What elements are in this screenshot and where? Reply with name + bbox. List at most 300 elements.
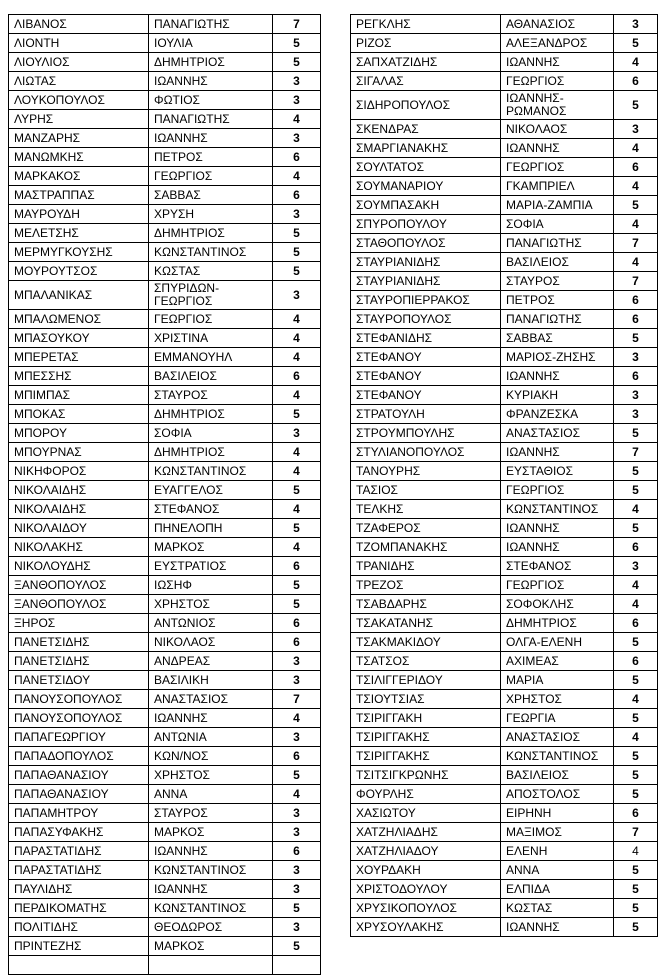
table-row [9, 766, 321, 785]
firstname-cell: ΑΧΙΜΕΑΣ [501, 652, 614, 671]
firstname-cell: ΔΗΜΗΤΡΙΟΣ [149, 224, 273, 243]
count-cell: 6 [273, 186, 321, 205]
firstname-cell: ΣΟΦΙΑ [149, 424, 273, 443]
table-row [9, 519, 321, 538]
table-row [351, 747, 658, 766]
surname-cell: ΤΣΑΚΑΤΑΝΗΣ [351, 614, 501, 633]
table-row [351, 538, 658, 557]
table-row [351, 652, 658, 671]
firstname-cell: ΜΑΡΙΑ-ΖΑΜΠΙΑ [501, 196, 614, 215]
count-cell: 5 [614, 196, 658, 215]
firstname-cell: ΑΝΝΑ [501, 861, 614, 880]
firstname-cell: ΒΑΣΙΛΕΙΟΣ [501, 253, 614, 272]
table-row [9, 709, 321, 728]
table-row [9, 367, 321, 386]
table-row [351, 557, 658, 576]
firstname-cell: ΑΝΔΡΕΑΣ [149, 652, 273, 671]
firstname-cell: ΠΑΝΑΓΙΩΤΗΣ [501, 234, 614, 253]
count-cell: 5 [614, 747, 658, 766]
table-row [351, 34, 658, 53]
table-row [9, 443, 321, 462]
table-row [9, 262, 321, 281]
firstname-cell: ΚΩΣΤΑΣ [149, 262, 273, 281]
count-cell: 3 [273, 424, 321, 443]
count-cell: 7 [614, 272, 658, 291]
firstname-cell: ΒΑΣΙΛΕΙΟΣ [501, 766, 614, 785]
table-row [9, 129, 321, 148]
firstname-cell: ΙΩΑΝΝΗΣ [501, 519, 614, 538]
count-cell: 6 [614, 538, 658, 557]
table-row [9, 72, 321, 91]
table-row [9, 633, 321, 652]
table-row [351, 253, 658, 272]
firstname-cell: ΠΗΝΕΛΟΠΗ [149, 519, 273, 538]
surname-cell: ΠΑΝΕΤΣΙΔΗΣ [9, 633, 149, 652]
firstname-cell: ΙΩΑΝΝΗΣ [501, 367, 614, 386]
table-row [9, 167, 321, 186]
count-cell: 6 [614, 652, 658, 671]
count-cell: 3 [273, 72, 321, 91]
firstname-cell: ΙΩΑΝΝΗΣ [149, 129, 273, 148]
firstname-cell: ΓΕΩΡΓΙΟΣ [501, 481, 614, 500]
firstname-cell: ΚΩΝΣΤΑΝΤΙΝΟΣ [149, 861, 273, 880]
roster-table-left [8, 14, 321, 975]
count-cell: 5 [614, 899, 658, 918]
surname-cell: ΣΤΡΑΤΟΥΛΗ [351, 405, 501, 424]
firstname-cell: ΝΙΚΟΛΑΟΣ [501, 120, 614, 139]
count-cell: 4 [614, 576, 658, 595]
table-row [9, 880, 321, 899]
count-cell: 4 [273, 443, 321, 462]
count-cell: 3 [273, 728, 321, 747]
firstname-cell: ΒΑΣΙΛΕΙΟΣ [149, 367, 273, 386]
surname-cell: ΜΠΕΣΣΗΣ [9, 367, 149, 386]
firstname-cell: ΣΑΒΒΑΣ [501, 329, 614, 348]
table-row [351, 15, 658, 34]
firstname-cell: ΣΤΑΥΡΟΣ [149, 386, 273, 405]
table-row [9, 186, 321, 205]
table-row [9, 785, 321, 804]
table-row [351, 139, 658, 158]
surname-cell: ΤΖΑΦΕΡΟΣ [351, 519, 501, 538]
firstname-cell: ΚΩΝΣΤΑΝΤΙΝΟΣ [149, 899, 273, 918]
firstname-cell: ΚΩΝ/ΝΟΣ [149, 747, 273, 766]
firstname-cell: ΠΑΝΑΓΙΩΤΗΣ [501, 310, 614, 329]
surname-cell: ΣΤΕΦΑΝΟΥ [351, 367, 501, 386]
firstname-cell: ΕΙΡΗΝΗ [501, 804, 614, 823]
table-row [9, 110, 321, 129]
firstname-cell: ΣΤΕΦΑΝΟΣ [501, 557, 614, 576]
firstname-cell: ΚΩΝΣΤΑΝΤΙΝΟΣ [149, 243, 273, 262]
surname-cell: ΜΟΥΡΟΥΤΣΟΣ [9, 262, 149, 281]
surname-cell: ΜΑΝΖΑΡΗΣ [9, 129, 149, 148]
surname-cell: ΛΙΟΝΤΗ [9, 34, 149, 53]
table-row [9, 424, 321, 443]
table-row [9, 804, 321, 823]
surname-cell: ΜΠΑΣΟΥΚΟΥ [9, 329, 149, 348]
firstname-cell: ΚΥΡΙΑΚΗ [501, 386, 614, 405]
table-row [351, 576, 658, 595]
firstname-cell: ΠΑΝΑΓΙΩΤΗΣ [149, 15, 273, 34]
table-row [351, 272, 658, 291]
firstname-cell: ΚΩΝΣΤΑΝΤΙΝΟΣ [501, 747, 614, 766]
table-row [351, 842, 658, 861]
roster-table-right-body [351, 15, 658, 937]
table-row [351, 728, 658, 747]
count-cell: 6 [614, 310, 658, 329]
count-cell: 5 [273, 899, 321, 918]
count-cell: 4 [614, 253, 658, 272]
firstname-cell: ΣΟΦΟΚΛΗΣ [501, 595, 614, 614]
table-row [9, 671, 321, 690]
surname-cell: ΦΟΥΡΛΗΣ [351, 785, 501, 804]
surname-cell: ΜΠΕΡΕΤΑΣ [9, 348, 149, 367]
count-cell: 4 [273, 110, 321, 129]
table-row [9, 148, 321, 167]
firstname-cell: ΕΛΠΙΔΑ [501, 880, 614, 899]
table-row [9, 576, 321, 595]
surname-cell: ΠΟΛΙΤΙΔΗΣ [9, 918, 149, 937]
count-cell: 5 [273, 595, 321, 614]
firstname-cell: ΣΟΦΙΑ [501, 215, 614, 234]
surname-cell: ΜΠΑΛΩΜΕΝΟΣ [9, 310, 149, 329]
count-cell: 3 [614, 405, 658, 424]
firstname-cell: ΕΥΑΓΓΕΛΟΣ [149, 481, 273, 500]
table-row [9, 348, 321, 367]
table-row [351, 443, 658, 462]
surname-cell [9, 956, 149, 975]
table-row [9, 595, 321, 614]
count-cell: 3 [273, 861, 321, 880]
count-cell: 3 [614, 557, 658, 576]
surname-cell: ΠΑΠΑΔΟΠΟΥΛΟΣ [9, 747, 149, 766]
count-cell: 3 [614, 348, 658, 367]
surname-cell: ΤΣΙΡΙΓΓΑΚΗΣ [351, 728, 501, 747]
surname-cell: ΣΤΑΥΡΟΠΟΥΛΟΣ [351, 310, 501, 329]
count-cell: 5 [614, 861, 658, 880]
count-cell: 4 [273, 310, 321, 329]
surname-cell: ΣΑΠΧΑΤΖΙΔΗΣ [351, 53, 501, 72]
firstname-cell: ΙΩΑΝΝΗΣ [501, 53, 614, 72]
surname-cell: ΧΑΤΖΗΛΙΑΔΟΥ [351, 842, 501, 861]
surname-cell: ΣΤΑΥΡΙΑΝΙΔΗΣ [351, 253, 501, 272]
surname-cell: ΧΑΤΖΗΛΙΑΔΗΣ [351, 823, 501, 842]
count-cell: 4 [614, 728, 658, 747]
table-row [9, 205, 321, 224]
count-cell: 5 [614, 329, 658, 348]
count-cell: 6 [273, 747, 321, 766]
surname-cell: ΠΑΠΑΣΥΦΑΚΗΣ [9, 823, 149, 842]
surname-cell: ΣΤΑΥΡΙΑΝΙΔΗΣ [351, 272, 501, 291]
surname-cell: ΠΑΠΑΘΑΝΑΣΙΟΥ [9, 785, 149, 804]
firstname-cell: ΑΠΟΣΤΟΛΟΣ [501, 785, 614, 804]
table-row [351, 462, 658, 481]
table-row [351, 861, 658, 880]
surname-cell: ΠΡΙΝΤΕΖΗΣ [9, 937, 149, 956]
count-cell: 6 [614, 804, 658, 823]
firstname-cell: ΧΡΥΣΗ [149, 205, 273, 224]
count-cell: 6 [273, 633, 321, 652]
count-cell: 4 [614, 177, 658, 196]
surname-cell: ΤΕΛΚΗΣ [351, 500, 501, 519]
roster-table-right [350, 14, 658, 937]
firstname-cell: ΑΝΝΑ [149, 785, 273, 804]
firstname-cell: ΑΝΤΩΝΙΑ [149, 728, 273, 747]
surname-cell: ΛΙΩΤΑΣ [9, 72, 149, 91]
surname-cell: ΧΟΥΡΔΑΚΗ [351, 861, 501, 880]
table-row [9, 614, 321, 633]
count-cell: 5 [273, 34, 321, 53]
firstname-cell: ΣΤΑΥΡΟΣ [149, 804, 273, 823]
surname-cell: ΤΣΑΒΔΑΡΗΣ [351, 595, 501, 614]
firstname-cell: ΓΕΩΡΓΙΑ [501, 709, 614, 728]
count-cell: 4 [273, 167, 321, 186]
count-cell: 5 [614, 519, 658, 538]
table-row [351, 519, 658, 538]
count-cell: 6 [273, 367, 321, 386]
firstname-cell: ΓΕΩΡΓΙΟΣ [501, 576, 614, 595]
surname-cell: ΣΟΥΜΑΝΑΡΙΟΥ [351, 177, 501, 196]
surname-cell: ΠΑΠΑΘΑΝΑΣΙΟΥ [9, 766, 149, 785]
firstname-cell: ΧΡΗΣΤΟΣ [501, 690, 614, 709]
firstname-cell: ΙΩΑΝΝΗΣ [501, 443, 614, 462]
count-cell: 5 [273, 53, 321, 72]
firstname-cell: ΙΩΑΝΝΗΣ [149, 880, 273, 899]
surname-cell: ΜΠΙΜΠΑΣ [9, 386, 149, 405]
surname-cell: ΣΟΥΛΤΑΤΟΣ [351, 158, 501, 177]
table-row [351, 291, 658, 310]
surname-cell: ΣΤΕΦΑΝΟΥ [351, 386, 501, 405]
table-row [9, 728, 321, 747]
surname-cell: ΤΣΙΡΙΓΓΑΚΗΣ [351, 747, 501, 766]
count-cell: 5 [614, 880, 658, 899]
surname-cell: ΜΕΛΕΤΣΗΣ [9, 224, 149, 243]
table-row [351, 633, 658, 652]
firstname-cell: ΙΟΥΛΙΑ [149, 34, 273, 53]
count-cell: 5 [614, 671, 658, 690]
table-row [351, 785, 658, 804]
count-cell: 4 [273, 538, 321, 557]
count-cell: 6 [614, 614, 658, 633]
count-cell: 3 [273, 823, 321, 842]
surname-cell: ΠΑΝΕΤΣΙΔΗΣ [9, 652, 149, 671]
firstname-cell: ΓΕΩΡΓΙΟΣ [501, 72, 614, 91]
firstname-cell: ΧΡΗΣΤΟΣ [149, 595, 273, 614]
table-row [351, 804, 658, 823]
surname-cell: ΜΠΟΥΡΝΑΣ [9, 443, 149, 462]
surname-cell: ΤΣΑΤΣΟΣ [351, 652, 501, 671]
count-cell: 6 [614, 72, 658, 91]
count-cell: 4 [273, 709, 321, 728]
firstname-cell: ΦΡΑΝΖΕΣΚΑ [501, 405, 614, 424]
surname-cell: ΛΥΡΗΣ [9, 110, 149, 129]
count-cell: 6 [273, 557, 321, 576]
table-row [9, 386, 321, 405]
table-row [351, 614, 658, 633]
table-row [9, 747, 321, 766]
count-cell: 4 [614, 595, 658, 614]
count-cell: 5 [273, 576, 321, 595]
count-cell: 5 [614, 918, 658, 937]
surname-cell: ΧΡΥΣΟΥΛΑΚΗΣ [351, 918, 501, 937]
count-cell: 7 [614, 443, 658, 462]
table-row [351, 120, 658, 139]
firstname-cell: ΙΩΣΗΦ [149, 576, 273, 595]
firstname-cell: ΙΩΑΝΝΗΣ [149, 842, 273, 861]
table-row [9, 557, 321, 576]
count-cell: 5 [614, 709, 658, 728]
count-cell: 4 [273, 785, 321, 804]
table-row [9, 224, 321, 243]
surname-cell: ΤΖΟΜΠΑΝΑΚΗΣ [351, 538, 501, 557]
table-row [9, 34, 321, 53]
count-cell: 4 [614, 215, 658, 234]
firstname-cell: ΣΑΒΒΑΣ [149, 186, 273, 205]
surname-cell: ΠΕΡΔΙΚΟΜΑΤΗΣ [9, 899, 149, 918]
surname-cell: ΠΑΠΑΜΗΤΡΟΥ [9, 804, 149, 823]
table-row [9, 243, 321, 262]
surname-cell: ΤΣΙΡΙΓΓΑΚΗ [351, 709, 501, 728]
surname-cell: ΣΜΑΡΓΙΑΝΑΚΗΣ [351, 139, 501, 158]
count-cell: 5 [273, 224, 321, 243]
count-cell: 5 [273, 481, 321, 500]
count-cell: 3 [614, 120, 658, 139]
firstname-cell: ΠΕΤΡΟΣ [149, 148, 273, 167]
count-cell: 5 [614, 766, 658, 785]
firstname-cell: ΚΩΝΣΤΑΝΤΙΝΟΣ [149, 462, 273, 481]
firstname-cell: ΕΥΣΤΡΑΤΙΟΣ [149, 557, 273, 576]
surname-cell: ΤΣΙΤΣΙΓΚΡΩΝΗΣ [351, 766, 501, 785]
count-cell: 5 [614, 91, 658, 120]
surname-cell: ΤΑΣΙΟΣ [351, 481, 501, 500]
table-row [9, 15, 321, 34]
count-cell: 5 [614, 462, 658, 481]
firstname-cell: ΕΛΕΝΗ [501, 842, 614, 861]
surname-cell: ΜΕΡΜΥΓΚΟΥΣΗΣ [9, 243, 149, 262]
table-row [9, 329, 321, 348]
table-row [351, 177, 658, 196]
firstname-cell: ΒΑΣΙΛΙΚΗ [149, 671, 273, 690]
count-cell: 6 [614, 367, 658, 386]
firstname-cell: ΧΡΙΣΤΙΝΑ [149, 329, 273, 348]
firstname-cell: ΜΑΡΙΟΣ-ΖΗΣΗΣ [501, 348, 614, 367]
table-row [9, 405, 321, 424]
surname-cell: ΡΕΓΚΛΗΣ [351, 15, 501, 34]
count-cell: 7 [614, 823, 658, 842]
surname-cell: ΞΑΝΘΟΠΟΥΛΟΣ [9, 576, 149, 595]
firstname-cell: ΚΩΣΤΑΣ [501, 899, 614, 918]
table-row [9, 842, 321, 861]
count-cell: 7 [614, 234, 658, 253]
surname-cell: ΝΙΚΟΛΟΥΔΗΣ [9, 557, 149, 576]
count-cell: 4 [273, 348, 321, 367]
firstname-cell: ΔΗΜΗΤΡΙΟΣ [149, 405, 273, 424]
firstname-cell: ΑΝΑΣΤΑΣΙΟΣ [149, 690, 273, 709]
firstname-cell: ΙΩΑΝΝΗΣ-ΡΩΜΑΝΟΣ [501, 91, 614, 120]
count-cell: 5 [273, 243, 321, 262]
count-cell: 4 [614, 690, 658, 709]
table-row [9, 281, 321, 310]
count-cell: 4 [273, 329, 321, 348]
firstname-cell: ΙΩΑΝΝΗΣ [501, 918, 614, 937]
surname-cell: ΞΗΡΟΣ [9, 614, 149, 633]
firstname-cell: ΓΕΩΡΓΙΟΣ [501, 158, 614, 177]
surname-cell: ΡΙΖΟΣ [351, 34, 501, 53]
firstname-cell: ΓΚΑΜΠΡΙΕΛ [501, 177, 614, 196]
table-row [9, 652, 321, 671]
surname-cell: ΞΑΝΘΟΠΟΥΛΟΣ [9, 595, 149, 614]
count-cell: 7 [273, 15, 321, 34]
count-cell: 3 [273, 205, 321, 224]
table-row [351, 481, 658, 500]
count-cell: 5 [614, 633, 658, 652]
count-cell: 3 [273, 671, 321, 690]
surname-cell: ΠΑΥΛΙΔΗΣ [9, 880, 149, 899]
count-cell: 4 [614, 53, 658, 72]
firstname-cell: ΣΤΕΦΑΝΟΣ [149, 500, 273, 519]
table-row [351, 310, 658, 329]
firstname-cell [149, 956, 273, 975]
firstname-cell: ΔΗΜΗΤΡΙΟΣ [149, 53, 273, 72]
count-cell: 7 [273, 690, 321, 709]
table-row [351, 405, 658, 424]
surname-cell: ΣΟΥΜΠΑΣΑΚΗ [351, 196, 501, 215]
table-row [9, 310, 321, 329]
count-cell: 3 [273, 804, 321, 823]
firstname-cell: ΑΝΑΣΤΑΣΙΟΣ [501, 728, 614, 747]
surname-cell: ΝΙΚΗΦΟΡΟΣ [9, 462, 149, 481]
count-cell: 4 [273, 386, 321, 405]
count-cell: 5 [614, 481, 658, 500]
firstname-cell: ΑΝΑΣΤΑΣΙΟΣ [501, 424, 614, 443]
count-cell: 6 [273, 842, 321, 861]
surname-cell: ΝΙΚΟΛΑΚΗΣ [9, 538, 149, 557]
count-cell: 6 [614, 291, 658, 310]
surname-cell: ΧΡΙΣΤΟΔΟΥΛΟΥ [351, 880, 501, 899]
count-cell: 4 [614, 139, 658, 158]
surname-cell: ΣΚΕΝΔΡΑΣ [351, 120, 501, 139]
table-row [9, 500, 321, 519]
surname-cell: ΜΑΣΤΡΑΠΠΑΣ [9, 186, 149, 205]
surname-cell: ΝΙΚΟΛΑΙΔΗΣ [9, 481, 149, 500]
firstname-cell: ΜΑΡΚΟΣ [149, 937, 273, 956]
table-row [351, 709, 658, 728]
count-cell: 4 [273, 500, 321, 519]
surname-cell: ΠΑΠΑΓΕΩΡΓΙΟΥ [9, 728, 149, 747]
table-row [351, 899, 658, 918]
table-row [351, 918, 658, 937]
count-cell: 5 [273, 519, 321, 538]
surname-cell: ΣΤΕΦΑΝΙΔΗΣ [351, 329, 501, 348]
count-cell: 5 [614, 424, 658, 443]
firstname-cell: ΑΝΤΩΝΙΟΣ [149, 614, 273, 633]
surname-cell: ΝΙΚΟΛΑΙΔΗΣ [9, 500, 149, 519]
count-cell [273, 956, 321, 975]
table-row [9, 481, 321, 500]
count-cell: 3 [273, 880, 321, 899]
surname-cell: ΠΑΝΕΤΣΙΔΟΥ [9, 671, 149, 690]
surname-cell: ΛΙΟΥΛΙΟΣ [9, 53, 149, 72]
firstname-cell: ΓΕΩΡΓΙΟΣ [149, 167, 273, 186]
table-row [351, 823, 658, 842]
firstname-cell: ΑΘΑΝΑΣΙΟΣ [501, 15, 614, 34]
table-row [351, 158, 658, 177]
firstname-cell: ΠΑΝΑΓΙΩΤΗΣ [149, 110, 273, 129]
table-row [9, 823, 321, 842]
count-cell: 3 [273, 129, 321, 148]
table-row [351, 500, 658, 519]
firstname-cell: ΝΙΚΟΛΑΟΣ [149, 633, 273, 652]
